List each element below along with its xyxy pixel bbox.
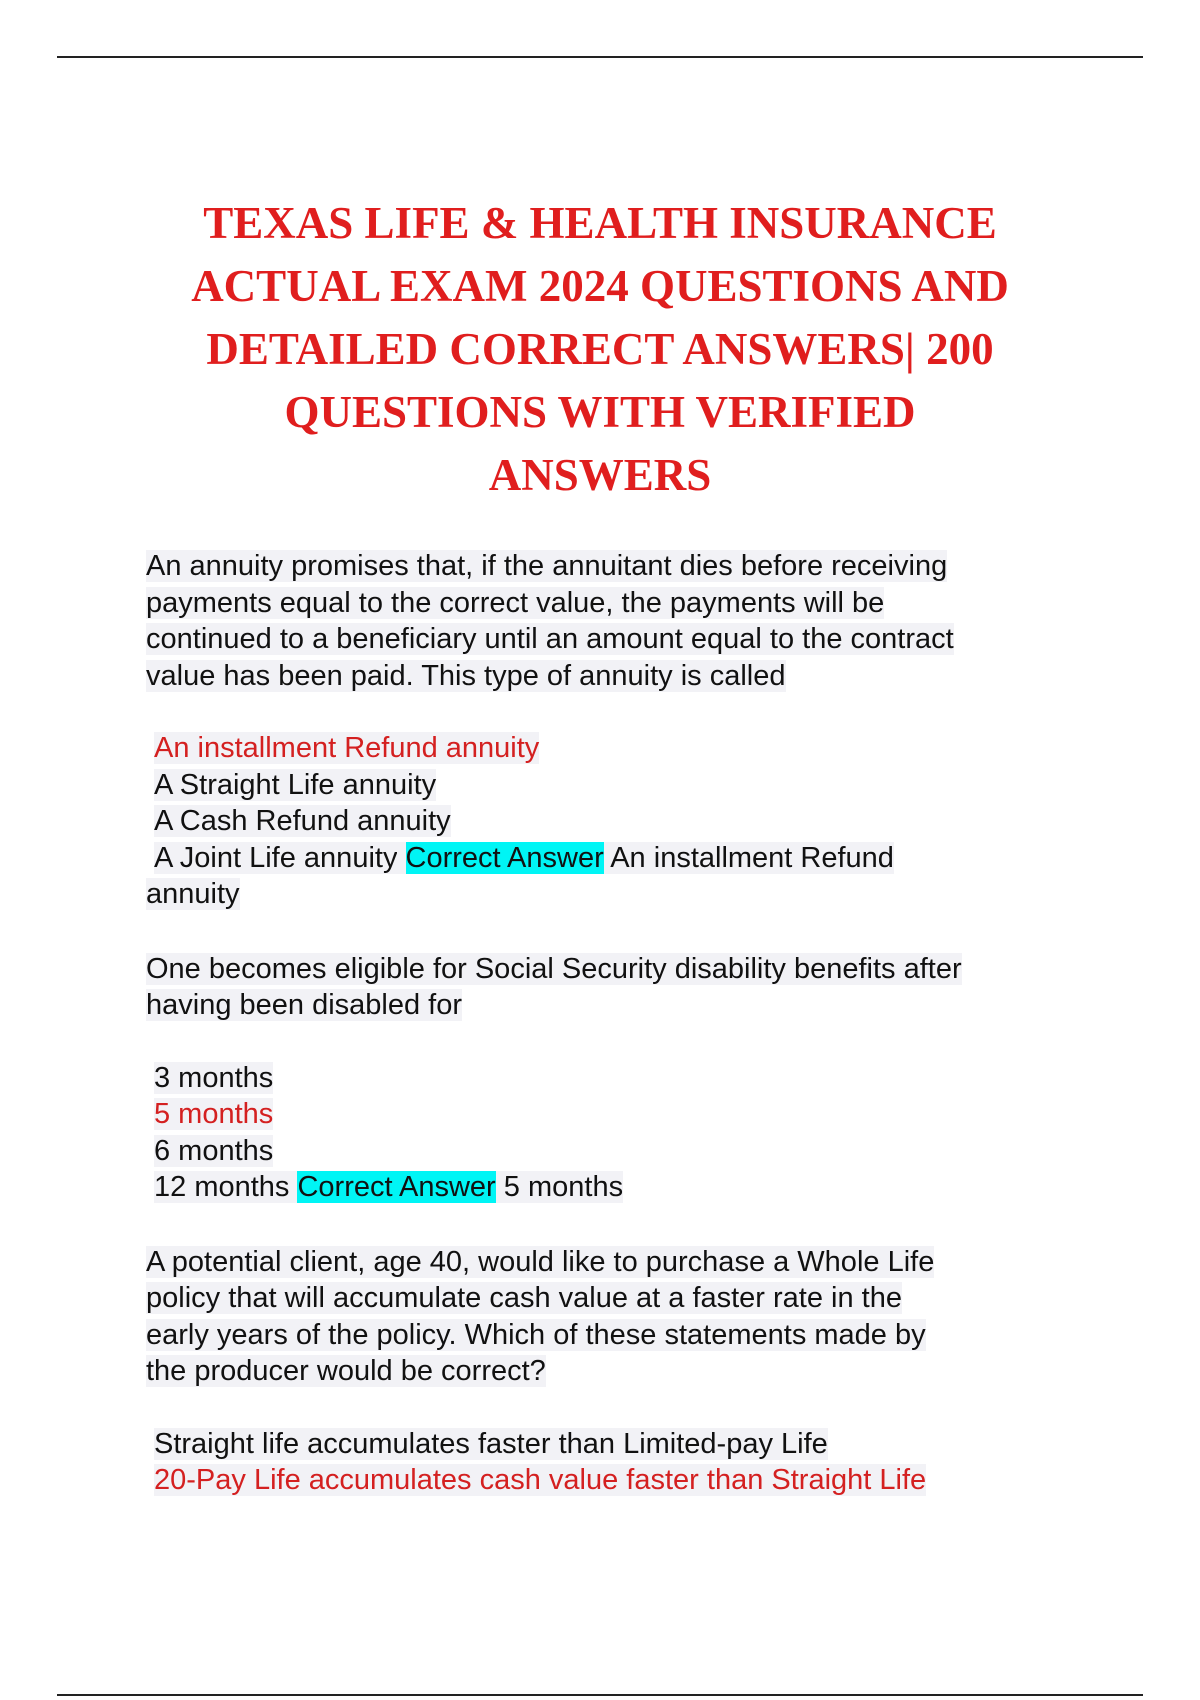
question-line: having been disabled for [146,989,463,1021]
correct-answer-label: Correct Answer [405,841,604,874]
title-line: QUESTIONS WITH VERIFIED [284,387,916,437]
option-text: Straight life accumulates faster than Limited-pay Life [154,1427,828,1460]
question-line: the producer would be correct? [146,1355,546,1387]
question-text [146,548,1076,694]
question-block [146,548,1076,913]
correct-answer-text: 5 months [503,1171,624,1203]
option-item [146,1060,1076,1097]
option-text: 6 months [154,1134,274,1167]
document-title [130,192,1070,507]
option-item [146,767,1076,804]
answer-options [146,1060,1076,1206]
question-text [146,951,1076,1024]
document-body [146,548,1076,1537]
correct-answer-text: An installment Refund [610,841,894,874]
question-line: One becomes eligible for Social Security disability benefits after [146,952,962,985]
correct-option: An installment Refund annuity [154,732,540,764]
option-text: A Straight Life annuity [154,768,437,801]
header-rule [57,56,1143,58]
question-line: early years of the policy. Which of these statements made by [146,1318,926,1351]
correct-option: 20-Pay Life accumulates cash value faster than Straight Life [154,1464,927,1496]
question-line: A potential client, age 40, would like to purchase a Whole Life [146,1245,935,1278]
question-block [146,951,1076,1206]
question-block [146,1244,1076,1499]
option-text: 12 months [154,1171,290,1203]
footer-rule [57,1694,1143,1696]
question-line: policy that will accumulate cash value at a faster rate in the [146,1282,902,1314]
option-item [146,1169,1076,1206]
question-line: value has been paid. This type of annuity is called [146,659,786,692]
correct-answer-label: Correct Answer [297,1171,496,1203]
option-text: 3 months [154,1061,274,1094]
question-line: payments equal to the correct value, the payments will be [146,586,885,619]
title-line: DETAILED CORRECT ANSWERS| 200 [206,324,994,374]
option-item [146,730,1076,767]
correct-answer-text-cont: annuity [146,878,240,910]
option-item [146,1426,1076,1463]
option-item [146,1133,1076,1170]
answer-options [146,730,1076,913]
answer-options [146,1426,1076,1499]
option-item [146,840,1076,877]
title-line: ANSWERS [488,450,712,500]
question-line: An annuity promises that, if the annuitant dies before receiving [146,550,948,582]
option-item [146,876,1076,913]
option-item [146,1096,1076,1133]
question-line: continued to a beneficiary until an amount equal to the contract [146,623,954,655]
title-line: TEXAS LIFE & HEALTH INSURANCE [203,198,997,248]
question-text [146,1244,1076,1390]
option-item [146,1462,1076,1499]
option-text: A Joint Life annuity [154,841,398,874]
option-item [146,803,1076,840]
option-text: A Cash Refund annuity [154,805,451,837]
correct-option: 5 months [154,1098,274,1130]
title-line: ACTUAL EXAM 2024 QUESTIONS AND [191,261,1009,311]
